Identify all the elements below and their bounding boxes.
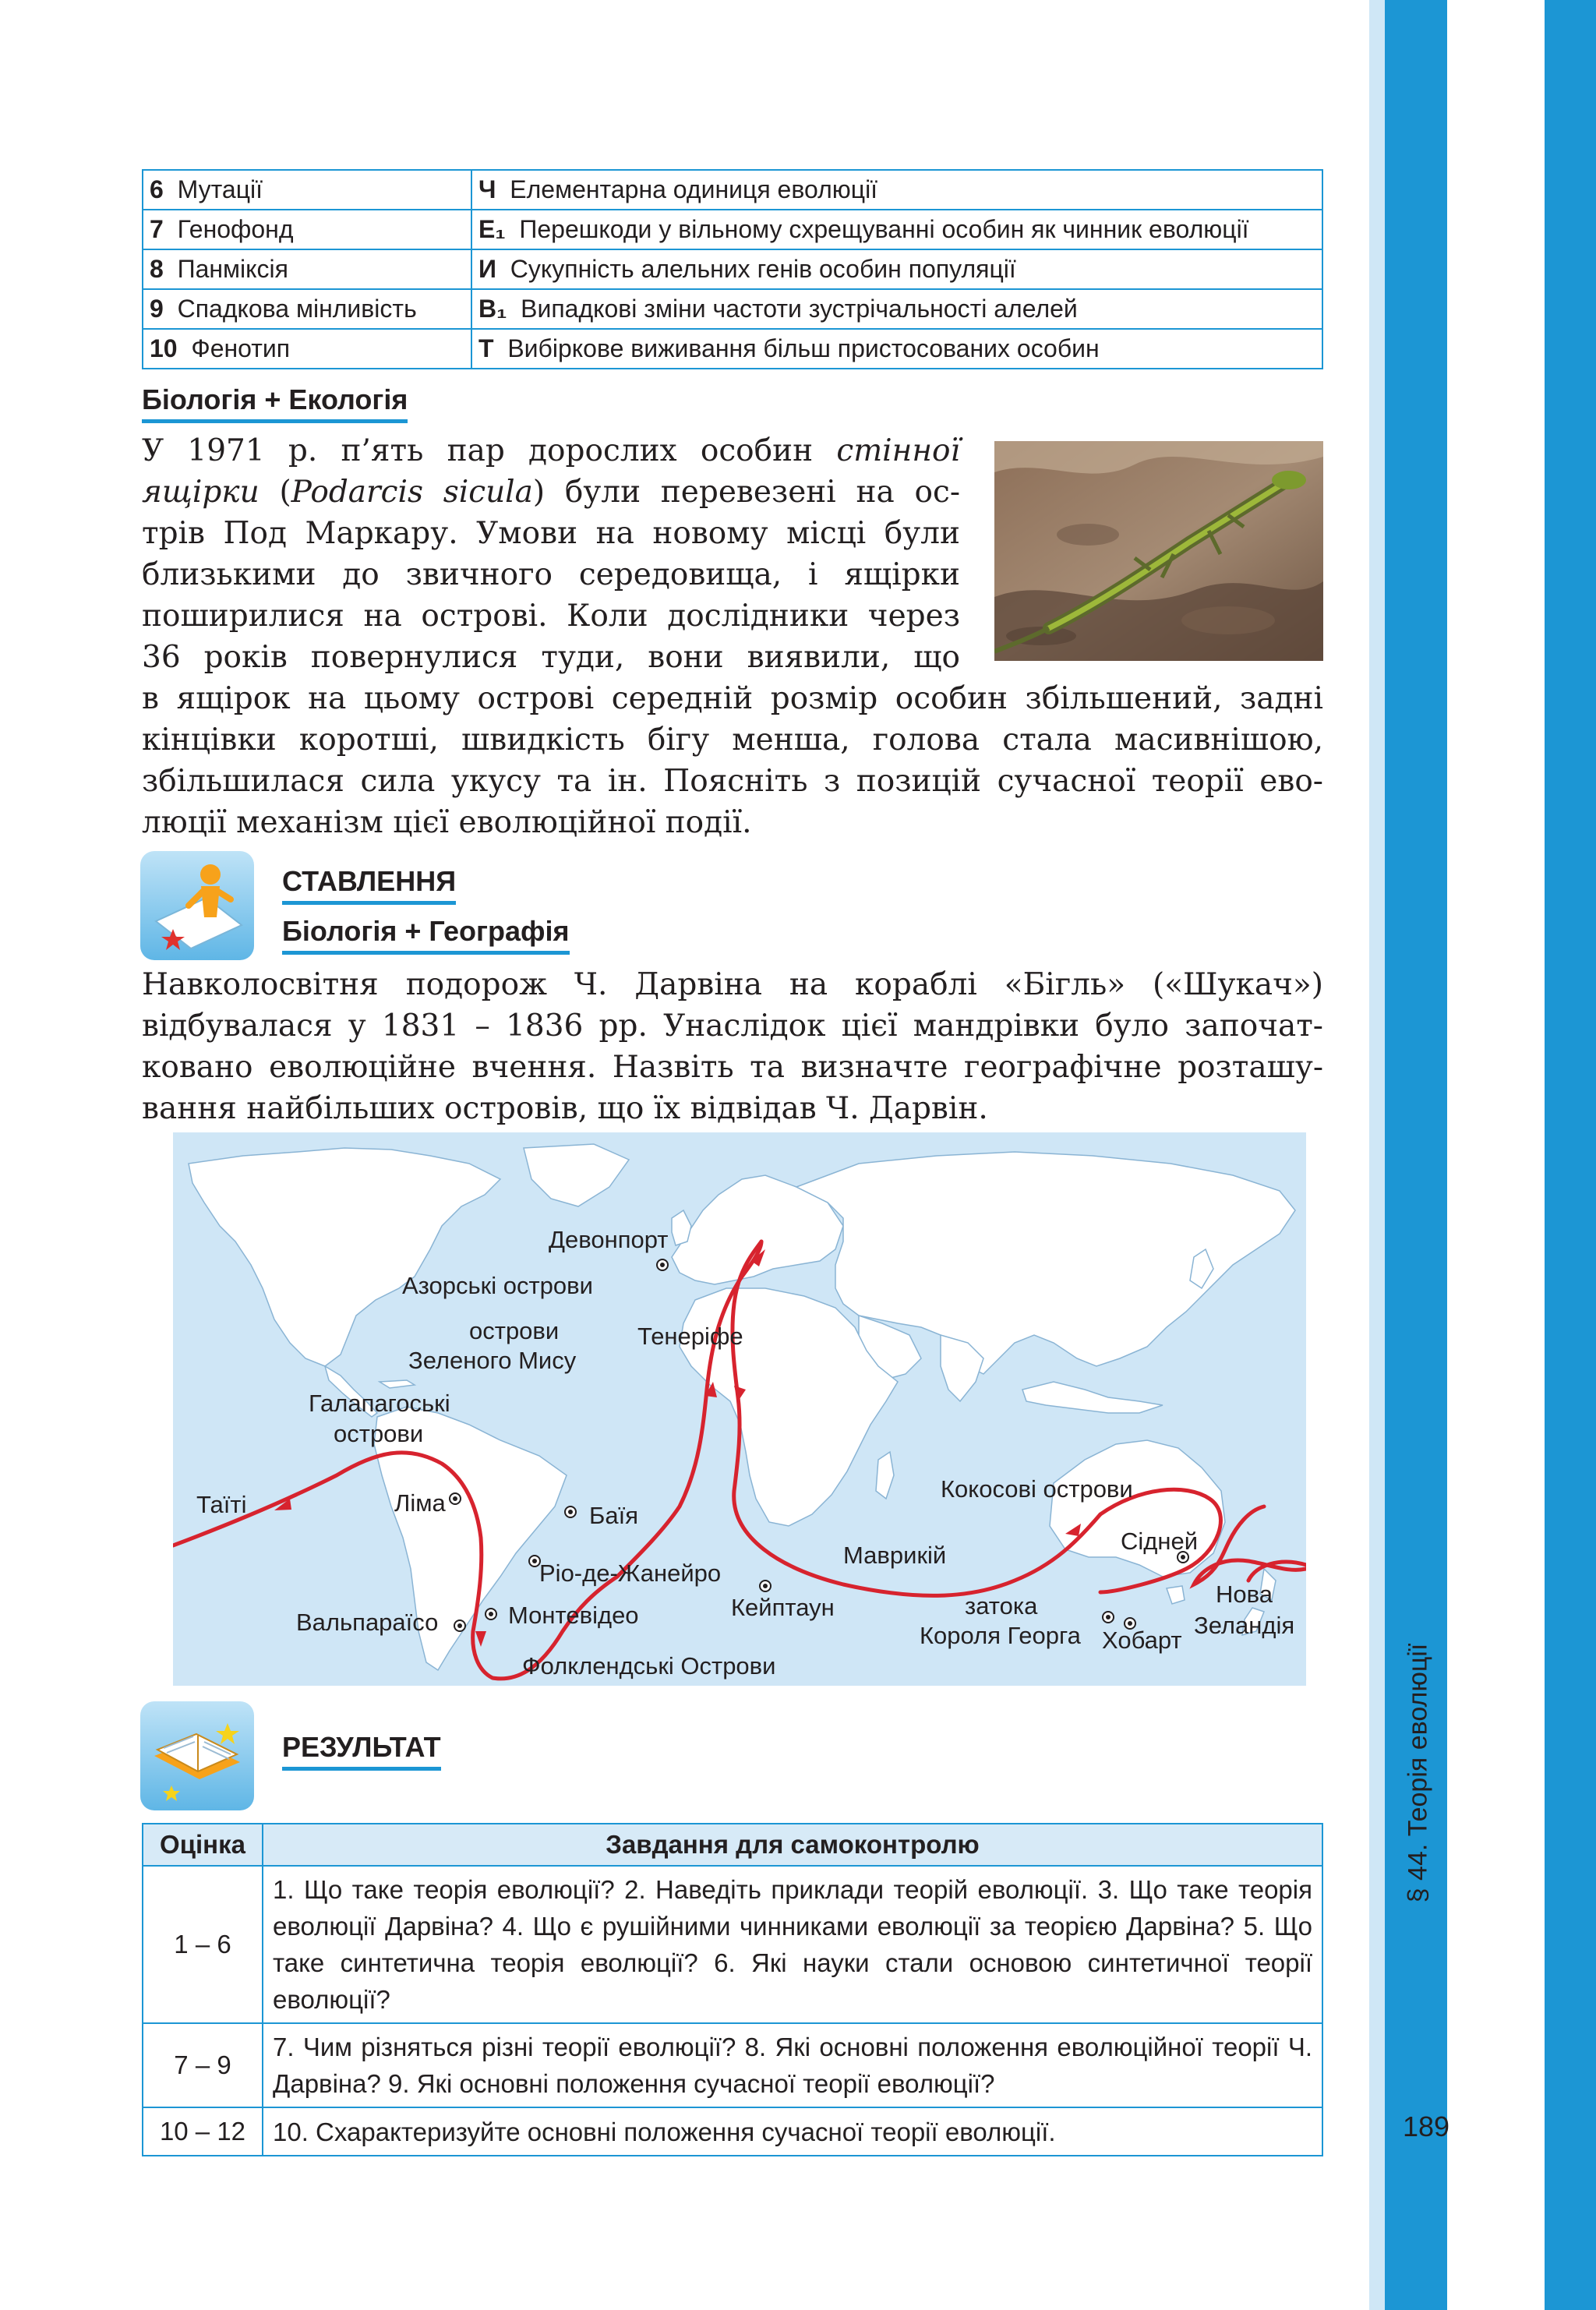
definition-cell xyxy=(471,170,1322,210)
label-tahiti: Таїті xyxy=(196,1491,247,1518)
term-name: Генофонд xyxy=(177,215,294,243)
term-row xyxy=(143,210,1322,249)
label-lima: Ліма xyxy=(394,1489,446,1517)
ecology-line: люції механізм цієї еволюційної події. xyxy=(142,805,752,840)
term-row xyxy=(143,170,1322,210)
term-number: 8 xyxy=(150,255,164,283)
definition-text: Вибіркове виживання більш пристосованих особин xyxy=(507,334,1100,362)
definition-letter: Т xyxy=(478,334,494,362)
label-cape-verde-2: Зеленого Мису xyxy=(408,1347,577,1374)
label-nz-2: Зеландія xyxy=(1194,1612,1295,1639)
attitude-subheading: Біологія + Географія xyxy=(282,915,570,955)
label-capetown: Кейптаун xyxy=(731,1594,835,1621)
tasks-column-header: Завдання для самоконтролю xyxy=(263,1824,1322,1866)
label-mauritius: Маврикій xyxy=(843,1542,947,1569)
term-name: Мутації xyxy=(177,175,263,203)
label-cocos: Кокосові острови xyxy=(941,1475,1133,1503)
task-cell: 1. Що таке теорія еволюції? 2. Наведіть приклади теорій еволюції. 3. Що таке теорія еволюції Дарвіна? 4. Що є рушійними чинниками еволюції за теорією Дарвіна? 5. Що таке синтетична теорія еволюції? 6. Які науки стали основою синтетичної теорії еволюції? xyxy=(263,1866,1322,2023)
label-tenerife: Тенеріфе xyxy=(637,1323,743,1350)
attitude-line: відбувалася у 1831 – 1836 рр. Унаслідок цієї мандрівки було започат- xyxy=(142,1008,1323,1044)
grade-cell: 7 – 9 xyxy=(143,2023,263,2107)
self-check-row xyxy=(143,2107,1322,2156)
ecology-heading: Біологія + Екологія xyxy=(142,383,408,423)
ecology-line: кінцівки коротші, швидкість бігу менша, голова стала масивнішою, xyxy=(142,722,1323,758)
attitude-line: вання найбільших островів, що їх відвідав Ч. Дарвін. xyxy=(142,1091,988,1126)
definition-cell xyxy=(471,210,1322,249)
term-cell xyxy=(143,329,471,369)
label-cape-verde-1: острови xyxy=(469,1317,560,1344)
chapter-label: § 44. Теорія еволюції xyxy=(1403,1643,1433,1903)
label-kg-sound-1: затока xyxy=(965,1592,1038,1619)
definition-letter: В₁ xyxy=(478,295,507,323)
grade-column-header: Оцінка xyxy=(143,1824,263,1866)
term-cell xyxy=(143,170,471,210)
ecology-line: в ящірок на цьому острові середній розмір особин збільшений, задні xyxy=(142,681,1323,716)
ecology-line: 36 років повернулися туди, вони виявили, що xyxy=(142,640,960,675)
label-azores: Азорські острови xyxy=(402,1272,593,1299)
ecology-line: У 1971 р. п’ять пар дорослих особин стінної xyxy=(142,433,960,468)
definition-text: Випадкові зміни частоти зустрічальності алелей xyxy=(521,295,1078,323)
attitude-icon xyxy=(140,851,254,960)
side-stripe-edge xyxy=(1545,0,1596,2310)
definition-cell xyxy=(471,289,1322,329)
page-number: 189 xyxy=(1403,2110,1450,2142)
label-galapagos-1: Галапагоські xyxy=(309,1390,450,1417)
ecology-paragraph-cont xyxy=(142,678,1323,843)
result-icon xyxy=(140,1701,254,1810)
grade-cell: 1 – 6 xyxy=(143,1866,263,2023)
label-rio: Ріо-де-Жанейро xyxy=(539,1559,722,1587)
ecology-line: близькими до звичного середовища, і ящірки xyxy=(142,557,960,592)
task-cell: 7. Чим різняться різні теорії еволюції? 8. Які основні положення еволюційної теорії Ч. Дарвіна? 9. Які основні положення сучасної теорії еволюції? xyxy=(263,2023,1322,2107)
definition-text: Перешкоди у вільному схрещуванні особин як чинник еволюції xyxy=(519,215,1249,243)
self-check-row xyxy=(143,2023,1322,2107)
self-check-table xyxy=(142,1823,1323,2156)
label-falkland: Фолклендські Острови xyxy=(522,1652,776,1680)
attitude-line: Навколосвітня подорож Ч. Дарвіна на кораблі «Бігль» («Шукач») xyxy=(142,967,1323,1002)
label-kg-sound-2: Короля Георга xyxy=(920,1622,1081,1649)
definition-letter: Е₁ xyxy=(478,215,506,243)
label-sydney: Сідней xyxy=(1121,1528,1199,1555)
term-row xyxy=(143,289,1322,329)
definition-letter: Ч xyxy=(478,175,496,203)
term-cell xyxy=(143,289,471,329)
term-name: Панміксія xyxy=(177,255,288,283)
label-montevideo: Монтевідео xyxy=(508,1602,639,1629)
self-check-row xyxy=(143,1866,1322,2023)
term-number: 9 xyxy=(150,295,164,323)
attitude-paragraph xyxy=(142,964,1323,1129)
term-cell xyxy=(143,210,471,249)
attitude-line: ковано еволюційне вчення. Назвіть та визначте географічне розташу- xyxy=(142,1050,1323,1085)
term-number: 7 xyxy=(150,215,164,243)
label-bahia: Баїя xyxy=(589,1502,638,1529)
side-stripe-light xyxy=(1369,0,1385,2310)
label-valparaiso: Вальпараїсо xyxy=(296,1609,439,1636)
term-row xyxy=(143,249,1322,289)
term-number: 10 xyxy=(150,334,178,362)
ecology-line: трів Под Маркару. Умови на новому місці були xyxy=(142,516,960,551)
ecology-line: збільшилася сила укусу та ін. Поясніть з позицій сучасної теорії ево- xyxy=(142,764,1323,799)
task-cell: 10. Схарактеризуйте основні положення сучасної теорії еволюції. xyxy=(263,2107,1322,2156)
ecology-line: поширилися на острові. Коли дослідники через xyxy=(142,599,960,634)
definition-letter: И xyxy=(478,255,496,283)
definition-text: Сукупність алельних генів особин популяції xyxy=(510,255,1016,283)
definition-cell xyxy=(471,329,1322,369)
label-devonport: Девонпорт xyxy=(549,1226,669,1253)
label-galapagos-2: острови xyxy=(334,1420,424,1447)
ecology-line: ящірки (Podarcis sicula) були перевезені на ос- xyxy=(142,475,960,510)
label-hobart: Хобарт xyxy=(1102,1627,1182,1654)
grade-cell: 10 – 12 xyxy=(143,2107,263,2156)
definition-cell xyxy=(471,249,1322,289)
terms-table xyxy=(142,169,1323,369)
result-heading: РЕЗУЛЬТАТ xyxy=(282,1731,441,1771)
term-name: Спадкова мінливість xyxy=(177,295,417,323)
ecology-paragraph xyxy=(142,430,960,678)
label-nz-1: Нова xyxy=(1216,1581,1273,1608)
side-stripe xyxy=(1385,0,1450,2310)
lizard-photo xyxy=(994,441,1323,661)
attitude-heading: СТАВЛЕННЯ xyxy=(282,865,456,905)
term-number: 6 xyxy=(150,175,164,203)
term-name: Фенотип xyxy=(191,334,291,362)
term-cell xyxy=(143,249,471,289)
definition-text: Елементарна одиниця еволюції xyxy=(510,175,878,203)
darwin-voyage-map xyxy=(173,1132,1306,1686)
term-row xyxy=(143,329,1322,369)
